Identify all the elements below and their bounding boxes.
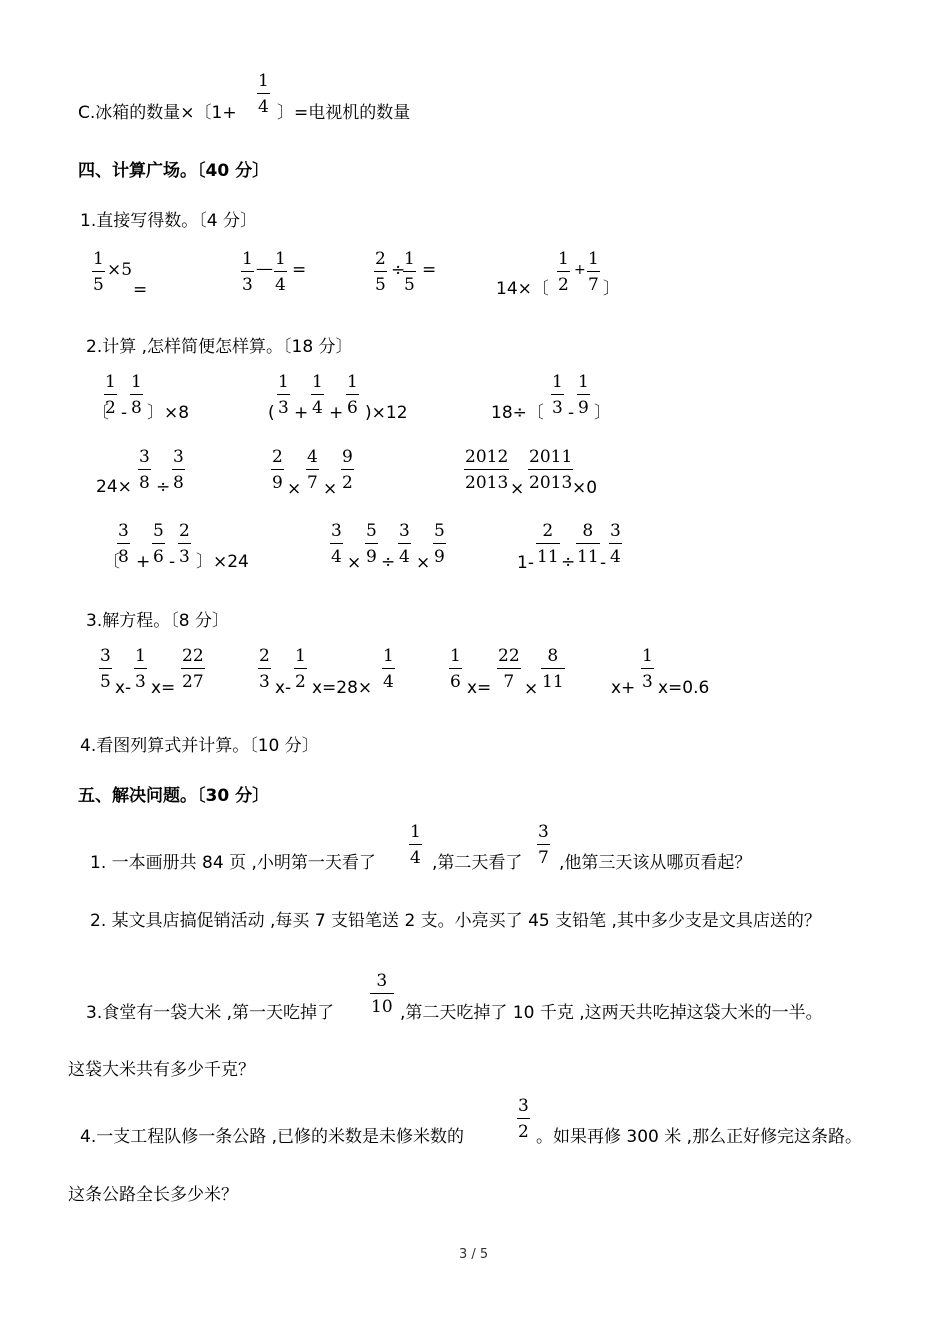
fraction: 1 2 [295, 646, 306, 692]
q4-title: 4.看图列算式并计算。〔10 分〕 [80, 736, 319, 756]
fraction: 5 6 [153, 521, 164, 567]
equals: = [133, 280, 148, 300]
fraction: 2 3 [259, 646, 270, 692]
fraction: 1 7 [588, 249, 599, 295]
fraction: 1 2 [105, 372, 116, 418]
bracket: 〔 [103, 552, 120, 572]
operator: — [256, 259, 273, 279]
fraction: 1 4 [312, 372, 323, 418]
expression-prefix: 14×〔 [496, 279, 549, 299]
problem-4-text: 4.一支工程队修一条公路 ,已修的米数是未修米数的 [80, 1127, 465, 1147]
fraction: 2 5 [375, 249, 386, 295]
equation-term: x+ [611, 678, 636, 698]
expression-prefix: 18÷〔 [491, 403, 544, 423]
operator: × [287, 479, 302, 499]
fraction: 2011 2013 [529, 447, 573, 493]
fraction: 5 9 [366, 521, 377, 567]
fraction: 2012 2013 [465, 447, 509, 493]
q2-title: 2.计算 ,怎样简便怎样算。〔18 分〕 [86, 337, 353, 357]
fraction: 1 3 [642, 646, 653, 692]
operator: × [510, 479, 525, 499]
operator: - [121, 403, 128, 423]
equation-term: x- [115, 678, 132, 698]
fraction: 3 5 [100, 646, 111, 692]
problem-4-text: 。如果再修 300 米 ,那么正好修完这条路。 [536, 1127, 863, 1147]
expression-suffix: ×0 [572, 478, 598, 498]
equals: = [422, 260, 437, 280]
problem-3-question: 这袋大米共有多少千克？ [68, 1060, 255, 1080]
problem-3-text: ,第二天吃掉了 10 千克 ,这两天共吃掉这袋大米的一半。 [400, 1003, 823, 1023]
fraction: 8 11 [542, 646, 564, 692]
problem-2-text: 2. 某文具店搞促销活动 ,每买 7 支铅笔送 2 支。小亮买了 45 支铅笔 ,其中多少支是文具店送的？ [90, 911, 821, 931]
fraction: 22 27 [182, 646, 204, 692]
operator: ÷ [156, 477, 171, 497]
operator: - [568, 403, 575, 423]
fraction: 4 7 [307, 447, 318, 493]
fraction: 1 4 [275, 249, 286, 295]
fraction: 1 8 [131, 372, 142, 418]
bracket: 〔 [92, 403, 109, 423]
fraction: 3 8 [173, 447, 184, 493]
operator: ÷ [391, 260, 406, 280]
equation-term: x- [275, 678, 292, 698]
fraction: 1 3 [278, 372, 289, 418]
operator: - [169, 552, 176, 572]
fraction: 1 3 [242, 249, 253, 295]
operator: + [136, 552, 151, 572]
fraction: 1 4 [383, 646, 394, 692]
operator: ×5 [107, 260, 133, 280]
operator: × [323, 479, 338, 499]
operator: + [294, 403, 309, 423]
q3-title: 3.解方程。〔8 分〕 [86, 611, 229, 631]
fraction: 1 6 [347, 372, 358, 418]
operator: ÷ [381, 552, 396, 572]
fraction: 1 4 [258, 71, 269, 117]
option-c-suffix: 〕=电视机的数量 [277, 103, 411, 123]
equation-term: x= [151, 678, 176, 698]
fraction: 1 6 [450, 646, 461, 692]
fraction: 2 9 [272, 447, 283, 493]
bracket: 〕 [603, 279, 620, 299]
fraction: 1 3 [552, 372, 563, 418]
problem-3-text: 3.食堂有一袋大米 ,第一天吃掉了 [86, 1003, 335, 1023]
problem-1-text: 1. 一本画册共 84 页 ,小明第一天看了 [90, 853, 376, 873]
expression-suffix: 〕×24 [196, 552, 249, 572]
option-c-prefix: C.冰箱的数量×〔1+ [78, 103, 237, 123]
equation-term: x=28× [312, 678, 373, 698]
expression-prefix: 1- [517, 553, 534, 573]
operator: ÷ [561, 552, 576, 572]
operator: + [574, 262, 586, 278]
section-5-title: 五、解决问题。〔30 分〕 [78, 786, 270, 806]
fraction: 3 7 [538, 822, 549, 868]
fraction: 1 5 [93, 249, 104, 295]
expression-prefix: 24× [96, 477, 132, 497]
operator: + [329, 403, 344, 423]
fraction: 3 2 [518, 1096, 529, 1142]
problem-1-text: ,他第三天该从哪页看起？ [559, 853, 752, 873]
fraction: 3 4 [610, 521, 621, 567]
fraction: 5 9 [434, 521, 445, 567]
page-number: 3 / 5 [459, 1247, 489, 1262]
fraction: 2 11 [537, 521, 559, 567]
equation-term: x= [467, 678, 492, 698]
expression-suffix: 〕×8 [147, 403, 190, 423]
operator: × [347, 553, 362, 573]
fraction: 3 4 [399, 521, 410, 567]
fraction: 2 3 [179, 521, 190, 567]
equation-term: x=0.6 [658, 678, 710, 698]
operator: × [416, 553, 431, 573]
fraction: 3 8 [118, 521, 129, 567]
expression-suffix: )×12 [365, 403, 408, 423]
q1-title: 1.直接写得数。〔4 分〕 [80, 211, 257, 231]
fraction: 1 4 [410, 822, 421, 868]
bracket: 〕 [594, 403, 611, 423]
fraction: 8 11 [577, 521, 599, 567]
fraction: 3 4 [331, 521, 342, 567]
fraction: 1 3 [135, 646, 146, 692]
operator: - [600, 553, 607, 573]
equals: = [292, 260, 307, 280]
fraction: 1 9 [578, 372, 589, 418]
fraction: 22 7 [498, 646, 520, 692]
section-4-title: 四、计算广场。〔40 分〕 [78, 161, 270, 181]
fraction: 9 2 [342, 447, 353, 493]
fraction: 1 5 [404, 249, 415, 295]
operator: × [524, 679, 539, 699]
problem-4-question: 这条公路全长多少米？ [68, 1185, 238, 1205]
problem-1-text: ,第二天看了 [432, 853, 523, 873]
bracket: ( [268, 403, 275, 423]
fraction: 3 8 [139, 447, 150, 493]
fraction: 3 10 [371, 971, 393, 1017]
fraction: 1 2 [558, 249, 569, 295]
